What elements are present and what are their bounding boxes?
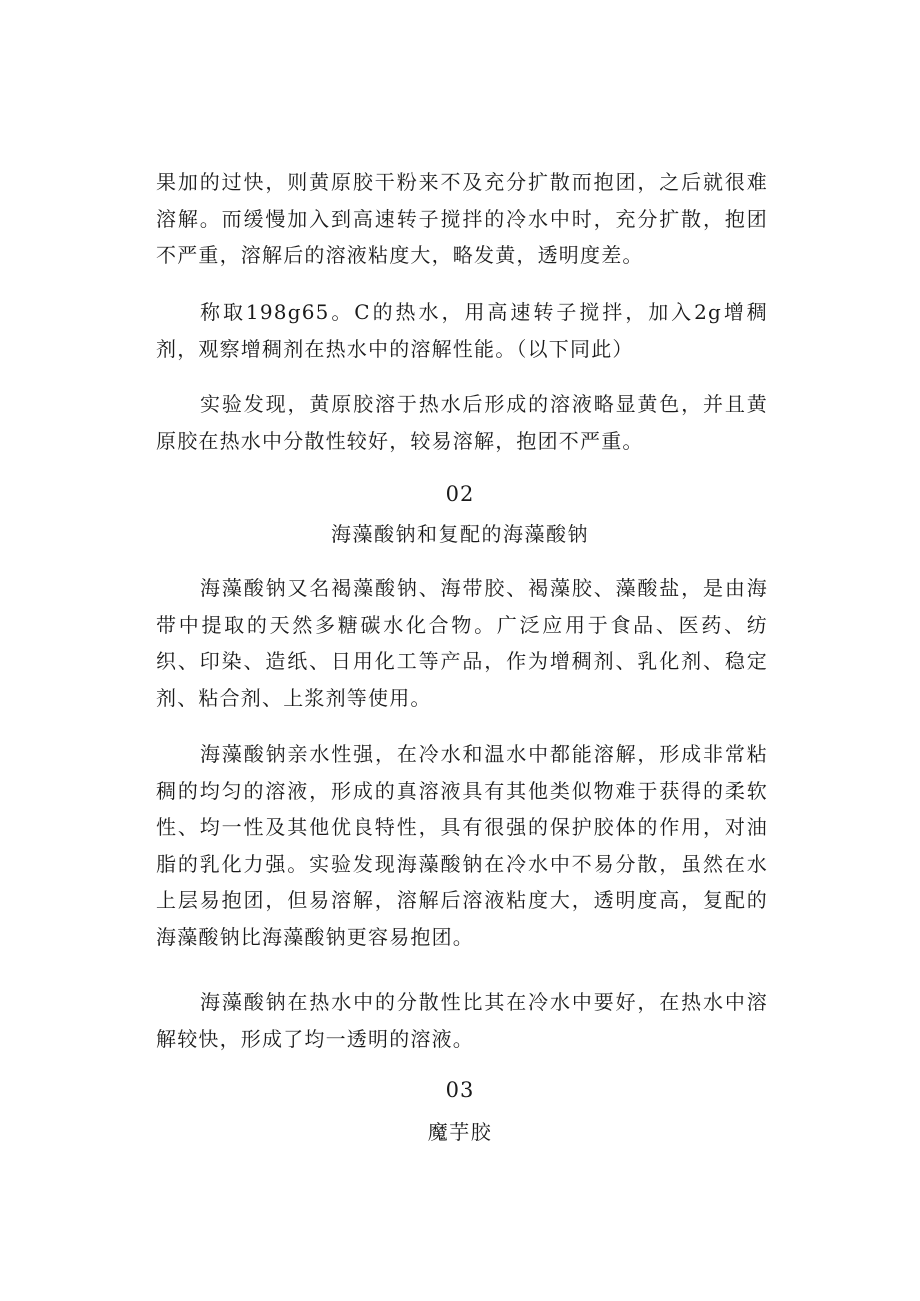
section-title-konjac-gum: 魔芋胶 xyxy=(427,1120,493,1144)
paragraph-alginate-intro: 海藻酸钠又名褐藻酸钠、海带胶、褐藻胶、藻酸盐，是由海带中提取的天然多糖碳水化合物。广泛应用于食品、医药、纺织、印染、造纸、日用化工等产品，作为增稠剂、乳化剂、稳定剂、粘合剂、上浆剂等使用。 xyxy=(156,576,768,710)
paragraph-alginate-properties: 海藻酸钠亲水性强，在冷水和温水中都能溶解，形成非常粘稠的均匀的溶液，形成的真溶液具有其他类似物难于获得的柔软性、均一性及其他优良特性，具有很强的保护胶体的作用，对油脂的乳化力强。实验发现海藻酸钠在冷水中不易分散，虽然在水上层易抱团，但易溶解，溶解后溶液粘度大，透明度高，复配的海藻酸钠比海藻酸钠更容易抱团。 xyxy=(156,742,768,949)
section-number-02: 02 xyxy=(445,482,475,506)
section-title-sodium-alginate: 海藻酸钠和复配的海藻酸钠 xyxy=(331,522,589,546)
paragraph-alginate-hot-water: 海藻酸钠在热水中的分散性比其在冷水中要好，在热水中溶解较快，形成了均一透明的溶液。 xyxy=(156,990,768,1051)
paragraph-xanthan-hot-water-result: 实验发现，黄原胶溶于热水后形成的溶液略显黄色，并且黄原胶在热水中分散性较好，较易溶解，抱团不严重。 xyxy=(156,392,768,453)
paragraph-continuation: 果加的过快，则黄原胶干粉来不及充分扩散而抱团，之后就很难溶解。而缓慢加入到高速转子搅拌的冷水中时，充分扩散，抱团不严重，溶解后的溶液粘度大，略发黄，透明度差。 xyxy=(156,170,768,267)
section-number-03: 03 xyxy=(445,1078,475,1102)
paragraph-hot-water-method: 称取198g65。C的热水，用高速转子搅拌，加入2g增稠剂，观察增稠剂在热水中的溶解性能。（以下同此） xyxy=(156,300,768,361)
